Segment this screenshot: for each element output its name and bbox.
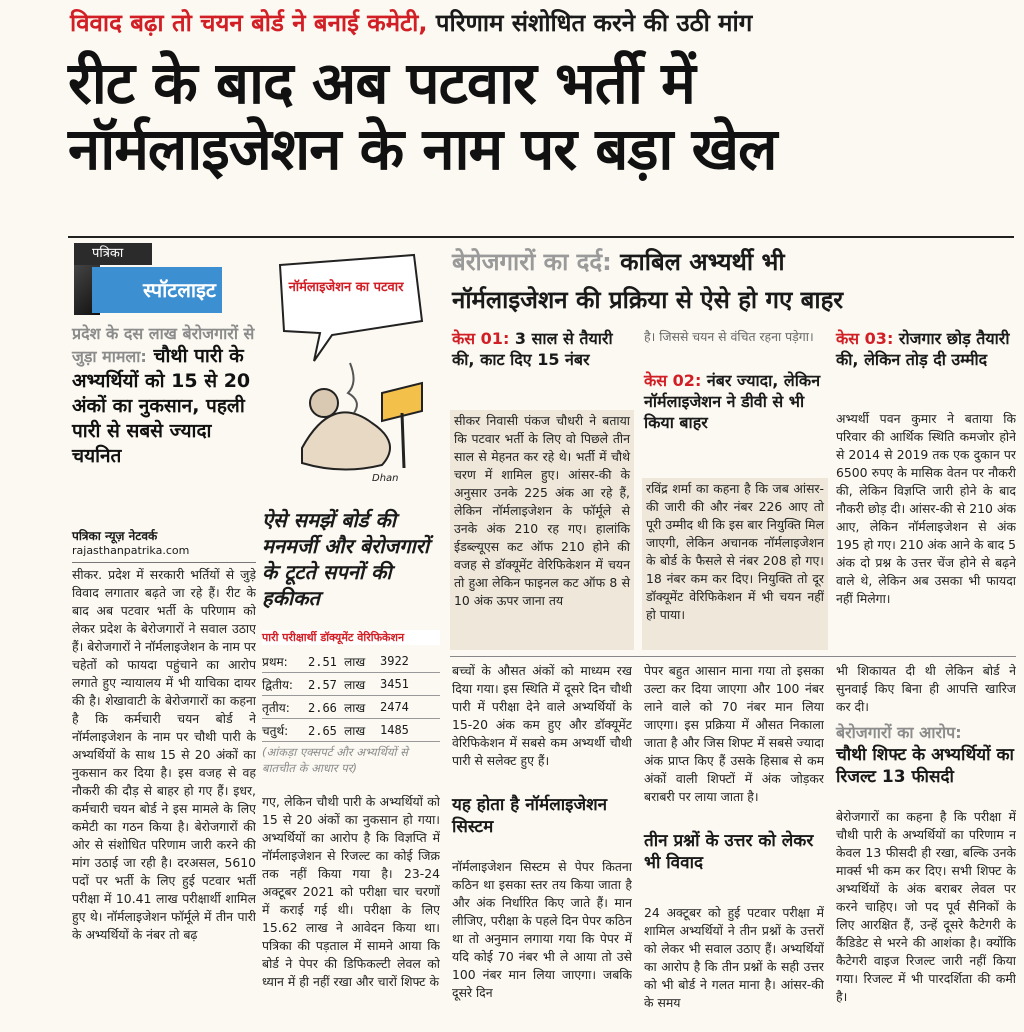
candidate-count: 2.65 लाख bbox=[308, 723, 366, 738]
stats-row bbox=[262, 696, 440, 719]
kicker bbox=[70, 6, 970, 39]
stats-table bbox=[262, 650, 440, 776]
kicker-black: परिणाम संशोधित करने की उठी मांग bbox=[427, 9, 753, 37]
col-3-subhead: यह होता है नॉर्मलाइजेशन सिस्टम bbox=[452, 795, 608, 837]
shift-label: तृतीय: bbox=[262, 700, 290, 715]
headline-line-1: रीट के बाद अब पटवार भर्ती में bbox=[68, 49, 695, 117]
context-box-subtitle: पारी परीक्षार्थी डॉक्यूमेंट वेरिफिकेशन bbox=[262, 630, 440, 645]
section-header-grey: बेरोजगारों का दर्द: bbox=[452, 248, 612, 276]
col-5-subhead bbox=[836, 722, 1016, 788]
byline-site: rajasthanpatrika.com bbox=[72, 544, 190, 557]
article-column-1: सीकर. प्रदेश में सरकारी भर्तियों से जुड़े विवाद लगातार बढ़ते जा रहे हैं। रीट के बाद अब पटवार भर्ती के परिणाम को लेकर प्रदेश के बेरोजगारों ने सवाल उठाए हैं। बेरोजगारों ने नॉर्मलाइजेशन के नाम पर चहेतों को फायदा पहुंचाने का आरोप लगाते हुए न्यायालय में भी याचिका दायर की है। शेखावाटी के बेरोजगारों का कहना है कि कर्मचारी चयन बोर्ड ने नॉर्मलाइजेशन के नाम पर चौथी पारी के अभ्यर्थियों के साथ 15 से 20 अंकों का नुकसान कर दिया है। इस वजह से वह नौकरी की दौड़ से बाहर हो गए हैं। इधर, कर्मचारी चयन बोर्ड ने इस मामले के लिए कमेटी का गठन किया है। बेरोजगारों की ओर से संशोधित परिणाम जारी करने की मांग उठाई जा रही है। दरअसल, 5610 पदों पर भर्ती के लिए हुई पटवार भर्ती परीक्षा में 10.41 लाख परीक्षार्थी शामिल हुए थे। नॉर्मलाइजेशन फॉर्मूले में तीन पारी के अभ्यर्थियों के नंबर तो बढ़ bbox=[72, 567, 256, 942]
spotlight-badge bbox=[74, 243, 224, 319]
shift-label: प्रथम: bbox=[262, 654, 288, 669]
stats-row bbox=[262, 673, 440, 696]
case-1-title: 3 साल से तैयारी की, काट दिए 15 नंबर bbox=[452, 329, 613, 369]
verified-count: 2474 bbox=[380, 700, 409, 714]
case-2-lead: है। जिससे चयन से वंचित रहना पड़ेगा। bbox=[644, 329, 814, 344]
case-3-body: अभ्यर्थी पवन कुमार ने बताया कि परिवार की आर्थिक स्थिति कमजोर होने से 2014 से 2019 तक एक दुकान पर 6500 रुपए के मासिक वेतन पर नौकरी की, लेकिन विज्ञप्ति जारी होने के बाद नौकरी छोड़ दी। आंसर-की से 210 अंक आए, लेकिन नॉर्मलाइजेशन से अंक 195 हो गए। 210 अंक आने के बाद 5 अंक दो प्रश्न के उत्तर चेंज होने से बढ़ने वाले थे, लेकिन अब उसका भी फायदा नहीं मिलेगा। bbox=[836, 411, 1016, 606]
case-3-heading bbox=[836, 328, 1016, 370]
badge-top: पत्रिका bbox=[74, 243, 152, 265]
stats-note: (आंकड़ा एक्सपर्ट और अभ्यर्थियों से बातचीत के आधार पर) bbox=[262, 745, 408, 775]
context-box-title: ऐसे समझें बोर्ड की मनमर्जी और बेरोजगारों के टूटते सपनों की हकीकत bbox=[262, 508, 430, 610]
deck-black: चौथी पारी के अभ्यर्थियों को 15 से 20 अंकों का नुकसान, पहली पारी से सबसे ज्यादा चयनित bbox=[72, 345, 251, 467]
case-1-label: केस 01: bbox=[452, 329, 510, 348]
section-header-black: काबिल अभ्यर्थी भी bbox=[611, 248, 785, 276]
candidate-count: 2.66 लाख bbox=[308, 700, 366, 715]
cartoon-sign-text: नॉर्मलाइजेशन का पटवार bbox=[288, 280, 404, 295]
verified-count: 3451 bbox=[380, 677, 409, 691]
headline-rule bbox=[68, 236, 1014, 238]
case-3-label: केस 03: bbox=[836, 329, 894, 348]
shift-label: चतुर्थ: bbox=[262, 723, 289, 738]
section-header-line-2: नॉर्मलाइजेशन की प्रक्रिया से ऐसे हो गए बाहर bbox=[452, 286, 844, 314]
col-5-subhead-black: चौथी शिफ्ट के अभ्यर्थियों का रिजल्ट 13 फीसदी bbox=[836, 745, 1014, 787]
article-column-3-bottom: नॉर्मलाइजेशन सिस्टम से पेपर कितना कठिन था इसका स्तर तय किया जाता है और अंक निर्धारित किए जाते हैं। मान लीजिए, परीक्षा के पहले दिन पेपर कठिन था तो अनुमान लगाया गया कि पेपर में यदि कोई 70 नंबर भी ले आया तो उसे 100 नंबर मान लिया जाएगा। जबकि दूसरे दिन bbox=[452, 859, 632, 1000]
badge-bar: स्पॉटलाइट bbox=[92, 267, 222, 313]
article-column-4-bottom: 24 अक्टूबर को हुई पटवार परीक्षा में शामिल अभ्यर्थियों ने तीन प्रश्नों के उत्तरों को लेकर भी सवाल उठाए हैं। अभ्यर्थियों का आरोप है कि तीन प्रश्नों के सही उत्तर को भी बोर्ड ने गलत माना है। आंसर-की के समय bbox=[644, 905, 824, 1010]
stats-row bbox=[262, 719, 440, 742]
headline bbox=[68, 50, 1018, 182]
case-2-body: रविंद्र शर्मा का कहना है कि जब आंसर-की जारी की और नंबर 226 आए तो पूरी उम्मीद थी कि इस बार नियुक्ति मिल जाएगी, लेकिन अचानक नॉर्मलाइजेशन के बोर्ड के फैसले से नंबर 208 हो गए। 18 नंबर कम कर दिए। नियुक्ति तो दूर डॉक्यूमेंट वेरिफिकेशन में भी चयन नहीं हो पाया। bbox=[642, 478, 828, 650]
kicker-red: विवाद बढ़ा तो चयन बोर्ड ने बनाई कमेटी, bbox=[70, 9, 428, 37]
article-column-2: गए, लेकिन चौथी पारी के अभ्यर्थियों को 15 से 20 अंकों का नुकसान हो गया। अभ्यर्थियों का आरोप है कि विज्ञप्ति में नॉर्मलाइजेशन से रिजल्ट का कोई जिक्र तक नहीं किया गया है। 23-24 अक्टूबर 2021 को परीक्षा चार चरणों में कराई गई थी। परीक्षा के लिए 15.62 लाख ने आवेदन किया था। पत्रिका की पड़ताल में सामने आया कि बोर्ड ने पेपर की डिफिकल्टी लेवल को ध्यान में ही नहीं रखा और चारों शिफ्ट के bbox=[262, 794, 440, 989]
headline-line-2: नॉर्मलाइजेशन के नाम पर बड़ा खेल bbox=[68, 115, 777, 183]
article-column-4-top: पेपर बहुत आसान माना गया तो इसका उल्टा कर दिया जाएगा और 100 नंबर लाने वाले को 70 नंबर मान लिया जाएगा। इस प्रक्रिया में औसत निकाला जाता है और जिस शिफ्ट में सबसे ज्यादा अंक प्राप्त किए हैं उसके हिसाब से कम अंकों वाली शिफ्टों में अंक जोड़कर बराबरी पर लाया जाता है। bbox=[644, 663, 824, 804]
byline bbox=[72, 527, 257, 557]
spotlight-deck bbox=[72, 323, 257, 469]
case-2-title: नंबर ज्यादा, लेकिन नॉर्मलाइजेशन ने डीवी से भी किया बाहर bbox=[644, 371, 821, 432]
article-column-3-top: बच्चों के औसत अंकों को माध्यम रख दिया गया। इस स्थिति में दूसरे दिन चौथी पारी में परीक्षा देने वाले अभ्यर्थियों के 15-20 अंक कम हुए और डॉक्यूमेंट वेरिफिकेशन में सबसे कम अभ्यर्थी चौथी पारी से सलेक्ट हुए हैं। bbox=[452, 663, 632, 768]
section-header bbox=[452, 243, 1012, 319]
verified-count: 1485 bbox=[380, 723, 409, 737]
case-1-body: सीकर निवासी पंकज चौधरी ने बताया कि पटवार भर्ती के लिए वो पिछले तीन साल से मेहनत कर रहे थे। भर्ती में चौथे चरण में शामिल हुए। आंसर-की के अनुसार उनके 225 अंक आ रहे हैं, लेकिन नॉर्मलाइजेशन के फॉर्मूले से उनके अंक 210 रह गए। हालांकि ईडब्ल्यूएस कट ऑफ 210 होने की वजह से डॉक्यूमेंट वेरिफिकेशन में चयन तो हुआ लेकिन फाइनल कट ऑफ 8 से 10 अंक ऊपर जाना तय bbox=[450, 410, 634, 650]
article-column-5-bottom: बेरोजगारों का कहना है कि परीक्षा में चौथी पारी के अभ्यर्थियों का परिणाम न केवल 13 फीसदी ही रखा, बल्कि उनके मार्क्स भी कम कर दिए। सभी शिफ्ट के अभ्यर्थियों के अंक बराबर लेवल पर करने चाहिए। जो पद पूर्व सैनिकों के लिए आरक्षित हैं, उन्हें दूसरे कैटेगरी के कैंडिडेट से भरने की आशंका है। क्योंकि कैटेगरी वाइज रिजल्ट जारी नहीं किया गया। रिजल्ट में भी पारदर्शिता की कमी है। bbox=[836, 809, 1016, 1004]
col-4-subhead: तीन प्रश्नों के उत्तर को लेकर भी विवाद bbox=[644, 831, 814, 873]
cases-rule bbox=[450, 656, 1016, 657]
verified-count: 3922 bbox=[380, 654, 409, 668]
candidate-count: 2.57 लाख bbox=[308, 677, 366, 692]
byline-rule bbox=[72, 562, 256, 563]
cartoonist-signature: Dhan bbox=[372, 473, 399, 484]
article-column-5-top: भी शिकायत दी थी लेकिन बोर्ड ने सुनवाई किए बिना ही आपत्ति खारिज कर दी। bbox=[836, 663, 1016, 714]
deck-grey: प्रदेश के दस लाख बेरोजगारों से जुड़ा मामला: bbox=[72, 324, 255, 366]
byline-name: पत्रिका न्यूज़ नेटवर्क bbox=[72, 529, 158, 543]
case-1-heading bbox=[452, 328, 632, 370]
case-2-heading bbox=[644, 370, 826, 433]
case-2-label: केस 02: bbox=[644, 371, 702, 390]
col-5-subhead-grey: बेरोजगारों का आरोप: bbox=[836, 723, 962, 742]
cartoon-illustration bbox=[262, 243, 432, 488]
candidate-count: 2.51 लाख bbox=[308, 654, 366, 669]
shift-label: द्वितीय: bbox=[262, 677, 293, 692]
stats-row bbox=[262, 650, 440, 673]
cartoon bbox=[262, 243, 432, 488]
case-3-title: रोजगार छोड़ तैयारी की, लेकिन तोड़ दी उम्मीद bbox=[836, 329, 1010, 369]
